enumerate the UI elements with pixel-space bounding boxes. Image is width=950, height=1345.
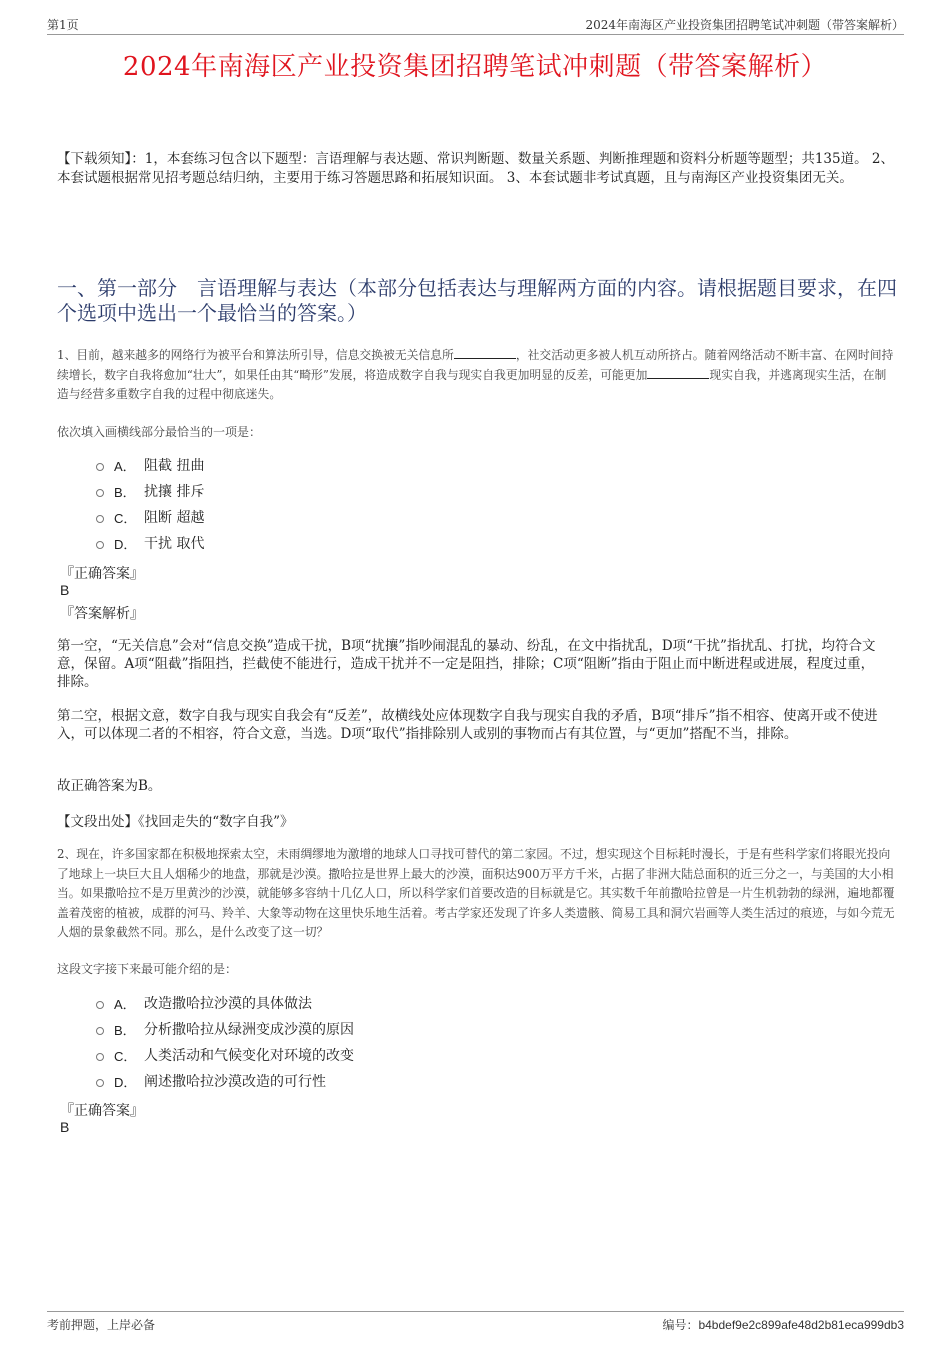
analysis-paragraph-2: 第二空，根据文意，数字自我与现实自我会有“反差”，故横线处应体现数字自我与现实自我的矛盾，B项“排斥”指不相容、使离开或不使进入，可以体现二者的不相容，符合文意，当选。D项“取代”指排除别人或别的事物而占有其位置，与“更加”搭配不当，排除。: [57, 708, 878, 742]
radio-icon[interactable]: [96, 541, 104, 549]
footer-slogan: 考前押题，上岸必备: [47, 1318, 156, 1332]
document-title: 2024年南海区产业投资集团招聘笔试冲刺题（带答案解析）: [122, 52, 828, 82]
correct-answer: B: [60, 582, 70, 598]
radio-icon[interactable]: [96, 515, 104, 523]
analysis-label: 『答案解析』: [60, 606, 144, 622]
correct-answer-label: 『正确答案』: [60, 1103, 144, 1119]
radio-icon[interactable]: [96, 1053, 104, 1061]
question-2-text: 2、现在，许多国家都在积极地探索太空，未雨绸缪地为激增的地球人口寻找可替代的第二家园。不过，想实现这个目标耗时漫长，于是有些科学家们将眼光投向了地球上一块巨大且人烟稀少的地盘，那就是沙漠。撒哈拉是世界上最大的沙漠，面积达900万平方千米，占据了非洲大陆总面积的近三分之一，与美国的大小相当。如果撒哈拉不是万里黄沙的沙漠，就能够多容纳十几亿人口，所以科学家们首要改造的目标就是它。其实数千年前撒哈拉曾是一片生机勃勃的绿洲，遍地都覆盖着茂密的植被，成群的河马、羚羊、大象等动物在这里快乐地生活着。考古学家还发现了许多人类遗骸、简易工具和洞穴岩画等人类生活过的痕迹，与如今荒无人烟的景象截然不同。那么，是什么改变了这一切？: [57, 847, 895, 939]
option-d[interactable]: D． 阐述撒哈拉沙漠改造的可行性: [96, 1068, 354, 1094]
radio-icon[interactable]: [96, 1027, 104, 1035]
option-a[interactable]: A． 阻截 扭曲: [96, 452, 204, 478]
analysis-conclusion: 故正确答案为B。: [57, 778, 162, 794]
radio-icon[interactable]: [96, 463, 104, 471]
question-1-prompt: 依次填入画横线部分最恰当的一项是：: [57, 425, 262, 439]
q1-text-part-c: 现实自我，并逃离现实生活，在制造与经营多重数字自我的过程中彻底迷失。: [57, 367, 887, 401]
download-notice: 【下载须知】：1，本套练习包含以下题型：言语理解与表达题、常识判断题、数量关系题、判断推理题和资料分析题等题型；共135道。 2、本套试题根据常见招考题总结归纳，主要用于练习答题思路和拓展知识面。 3、本套试题非考试真题，且与南海区产业投资集团无关。: [57, 151, 894, 186]
q1-text-part-b: ，社交活动更多被人机互动所挤占。随着网络活动不断丰富、在网时间持续增长，数字自我将愈加“壮大”，如果任由其“畸形”发展，将造成数字自我与现实自我更加明显的反差，可能更加: [57, 348, 894, 382]
option-b[interactable]: B． 扰攘 排斥: [96, 478, 204, 504]
option-d[interactable]: D． 干扰 取代: [96, 530, 204, 556]
page-header: [47, 14, 904, 35]
question-2-options: [96, 990, 354, 1094]
passage-source: 【文段出处】《找回走失的“数字自我”》: [57, 814, 294, 830]
footer-doc-id: [662, 1316, 904, 1333]
radio-icon[interactable]: [96, 1079, 104, 1087]
fill-blank-1: [454, 346, 516, 359]
page-number: 第1页: [47, 18, 79, 32]
option-c[interactable]: C． 阻断 超越: [96, 504, 204, 530]
doc-id-label: 编号：: [662, 1318, 699, 1332]
q1-text-part-a: 1、目前，越来越多的网络行为被平台和算法所引导，信息交换被无关信息所: [57, 348, 454, 362]
fill-blank-2: [647, 366, 709, 379]
doc-id-value: b4bdef9e2c899afe48d2b81eca999db3: [698, 1318, 904, 1332]
radio-icon[interactable]: [96, 489, 104, 497]
correct-answer-label: 『正确答案』: [60, 566, 144, 582]
option-c[interactable]: C． 人类活动和气候变化对环境的改变: [96, 1042, 354, 1068]
correct-answer: B: [60, 1119, 70, 1135]
page-footer: [47, 1311, 904, 1334]
option-a[interactable]: A． 改造撒哈拉沙漠的具体做法: [96, 990, 354, 1016]
question-1-text: [57, 346, 897, 405]
radio-icon[interactable]: [96, 1001, 104, 1009]
option-b[interactable]: B． 分析撒哈拉从绿洲变成沙漠的原因: [96, 1016, 354, 1042]
header-doc-title: 2024年南海区产业投资集团招聘笔试冲刺题（带答案解析）: [585, 18, 904, 32]
section-heading: 一、第一部分 言语理解与表达（本部分包括表达与理解两方面的内容。请根据题目要求，在四个选项中选出一个最恰当的答案。）: [57, 276, 897, 325]
question-2-prompt: 这段文字接下来最可能介绍的是：: [57, 962, 238, 976]
analysis-paragraph-1: 第一空，“无关信息”会对“信息交换”造成干扰，B项“扰攘”指吵闹混乱的暴动、纷乱，在文中指扰乱，D项“干扰”指扰乱、打扰，均符合文意，保留。A项“阻截”指阻挡，拦截使不能进行，造成干扰并不一定是阻挡，排除；C项“阻断”指由于阻止而中断进程或进展，程度过重，排除。: [57, 638, 876, 690]
question-1-options: [96, 452, 204, 556]
